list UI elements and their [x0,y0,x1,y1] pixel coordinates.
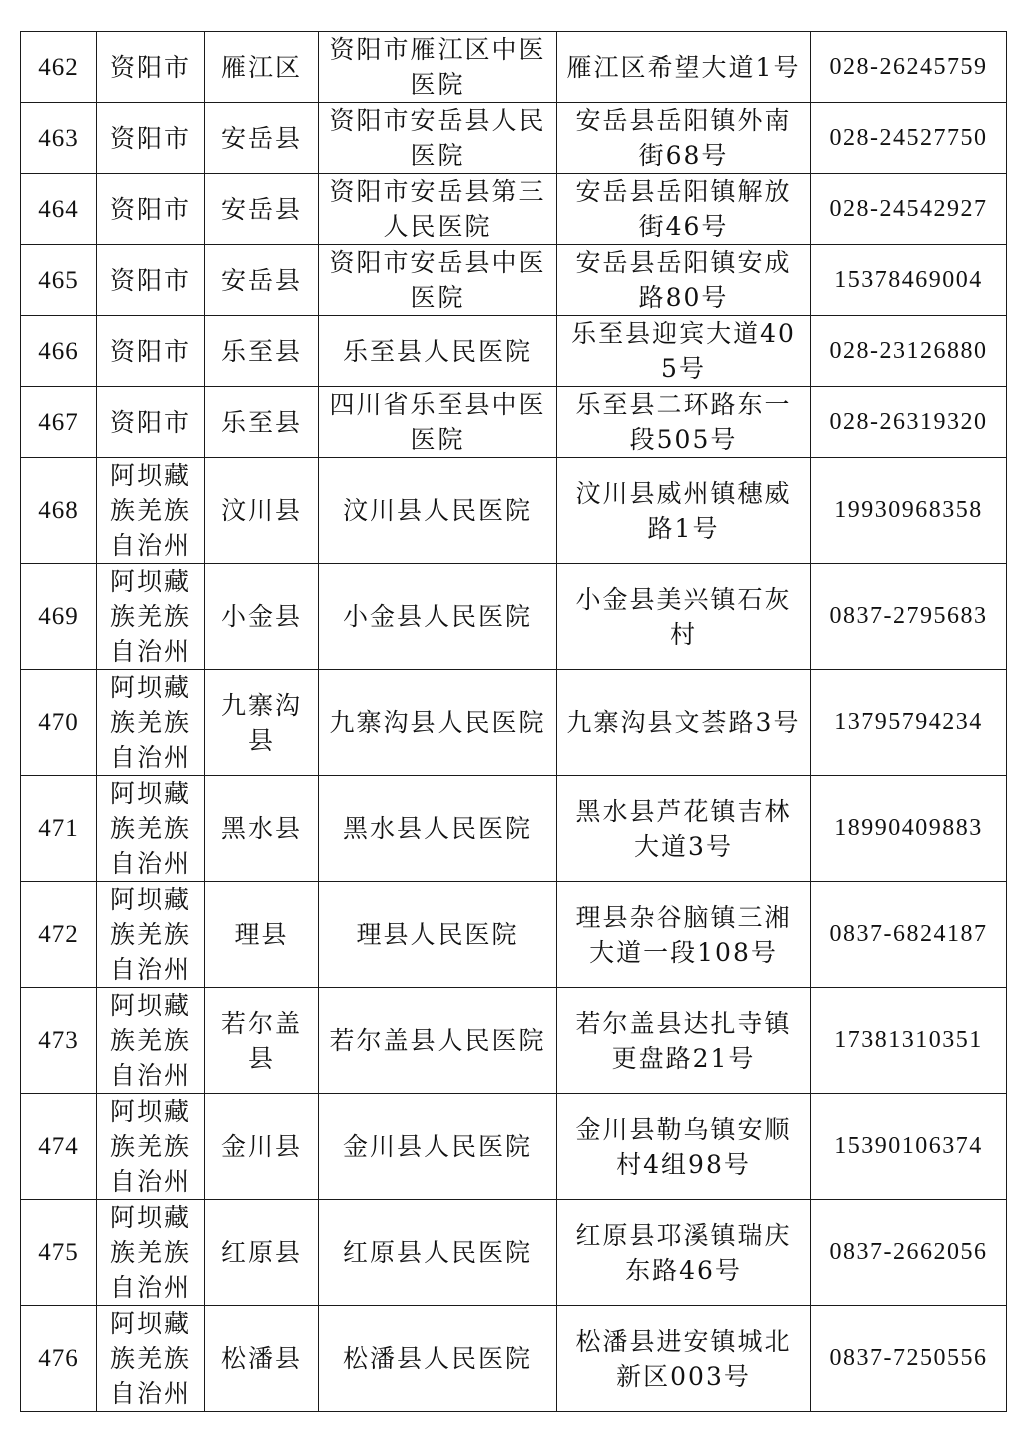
cell-county: 若尔盖县 [205,988,319,1094]
cell-address: 安岳县岳阳镇安成路80号 [557,245,811,316]
cell-phone: 028-26245759 [811,32,1007,103]
cell-phone: 028-23126880 [811,316,1007,387]
cell-number: 473 [21,988,97,1094]
cell-hospital: 乐至县人民医院 [319,316,557,387]
cell-address: 若尔盖县达扎寺镇更盘路21号 [557,988,811,1094]
table-row [21,564,1007,670]
cell-number: 474 [21,1094,97,1200]
table-row [21,882,1007,988]
table-row [21,1200,1007,1306]
cell-phone: 13795794234 [811,670,1007,776]
table-row [21,988,1007,1094]
cell-hospital: 资阳市安岳县第三人民医院 [319,174,557,245]
cell-city: 阿坝藏族羌族自治州 [97,1306,205,1412]
table-row [21,458,1007,564]
cell-county: 小金县 [205,564,319,670]
cell-hospital: 九寨沟县人民医院 [319,670,557,776]
table-row [21,316,1007,387]
table-row [21,1094,1007,1200]
table-row [21,387,1007,458]
cell-number: 470 [21,670,97,776]
cell-number: 467 [21,387,97,458]
cell-address: 黑水县芦花镇吉林大道3号 [557,776,811,882]
cell-city: 资阳市 [97,103,205,174]
cell-county: 九寨沟县 [205,670,319,776]
cell-county: 汶川县 [205,458,319,564]
table-row [21,776,1007,882]
cell-city: 阿坝藏族羌族自治州 [97,564,205,670]
cell-number: 462 [21,32,97,103]
cell-phone: 15390106374 [811,1094,1007,1200]
cell-phone: 028-26319320 [811,387,1007,458]
cell-hospital: 四川省乐至县中医医院 [319,387,557,458]
table-row [21,32,1007,103]
cell-phone: 18990409883 [811,776,1007,882]
cell-address: 九寨沟县文荟路3号 [557,670,811,776]
cell-hospital: 资阳市安岳县人民医院 [319,103,557,174]
cell-address: 红原县邛溪镇瑞庆东路46号 [557,1200,811,1306]
cell-county: 安岳县 [205,174,319,245]
cell-city: 阿坝藏族羌族自治州 [97,458,205,564]
cell-hospital: 小金县人民医院 [319,564,557,670]
cell-number: 464 [21,174,97,245]
cell-phone: 17381310351 [811,988,1007,1094]
cell-address: 安岳县岳阳镇解放街46号 [557,174,811,245]
cell-number: 471 [21,776,97,882]
cell-county: 红原县 [205,1200,319,1306]
cell-address: 安岳县岳阳镇外南街68号 [557,103,811,174]
hospital-table [20,31,1007,1412]
cell-hospital: 理县人民医院 [319,882,557,988]
cell-number: 472 [21,882,97,988]
cell-phone: 0837-2795683 [811,564,1007,670]
cell-phone: 15378469004 [811,245,1007,316]
cell-phone: 19930968358 [811,458,1007,564]
cell-hospital: 资阳市雁江区中医医院 [319,32,557,103]
cell-address: 理县杂谷脑镇三湘大道一段108号 [557,882,811,988]
cell-hospital: 汶川县人民医院 [319,458,557,564]
cell-hospital: 资阳市安岳县中医医院 [319,245,557,316]
cell-county: 金川县 [205,1094,319,1200]
cell-address: 松潘县进安镇城北新区003号 [557,1306,811,1412]
cell-county: 乐至县 [205,316,319,387]
cell-city: 阿坝藏族羌族自治州 [97,776,205,882]
cell-number: 463 [21,103,97,174]
cell-hospital: 红原县人民医院 [319,1200,557,1306]
cell-address: 乐至县二环路东一段505号 [557,387,811,458]
cell-city: 资阳市 [97,387,205,458]
cell-number: 475 [21,1200,97,1306]
cell-city: 阿坝藏族羌族自治州 [97,1094,205,1200]
cell-hospital: 若尔盖县人民医院 [319,988,557,1094]
cell-county: 黑水县 [205,776,319,882]
cell-hospital: 黑水县人民医院 [319,776,557,882]
cell-city: 资阳市 [97,174,205,245]
cell-county: 松潘县 [205,1306,319,1412]
cell-city: 阿坝藏族羌族自治州 [97,1200,205,1306]
table-row [21,103,1007,174]
cell-number: 465 [21,245,97,316]
cell-address: 雁江区希望大道1号 [557,32,811,103]
cell-number: 466 [21,316,97,387]
cell-city: 资阳市 [97,316,205,387]
cell-phone: 0837-6824187 [811,882,1007,988]
cell-city: 阿坝藏族羌族自治州 [97,882,205,988]
table-row [21,670,1007,776]
cell-address: 小金县美兴镇石灰村 [557,564,811,670]
cell-hospital: 金川县人民医院 [319,1094,557,1200]
cell-number: 476 [21,1306,97,1412]
table-row [21,174,1007,245]
cell-hospital: 松潘县人民医院 [319,1306,557,1412]
cell-phone: 0837-2662056 [811,1200,1007,1306]
cell-city: 资阳市 [97,32,205,103]
cell-city: 阿坝藏族羌族自治州 [97,988,205,1094]
cell-county: 理县 [205,882,319,988]
cell-address: 金川县勒乌镇安顺村4组98号 [557,1094,811,1200]
cell-number: 469 [21,564,97,670]
cell-county: 雁江区 [205,32,319,103]
cell-address: 汶川县威州镇穗威路1号 [557,458,811,564]
cell-phone: 028-24527750 [811,103,1007,174]
cell-phone: 028-24542927 [811,174,1007,245]
cell-city: 资阳市 [97,245,205,316]
cell-phone: 0837-7250556 [811,1306,1007,1412]
cell-city: 阿坝藏族羌族自治州 [97,670,205,776]
table-row [21,245,1007,316]
cell-number: 468 [21,458,97,564]
cell-county: 乐至县 [205,387,319,458]
cell-county: 安岳县 [205,103,319,174]
table-row [21,1306,1007,1412]
cell-address: 乐至县迎宾大道405号 [557,316,811,387]
hospital-table-body [21,32,1007,1412]
cell-county: 安岳县 [205,245,319,316]
